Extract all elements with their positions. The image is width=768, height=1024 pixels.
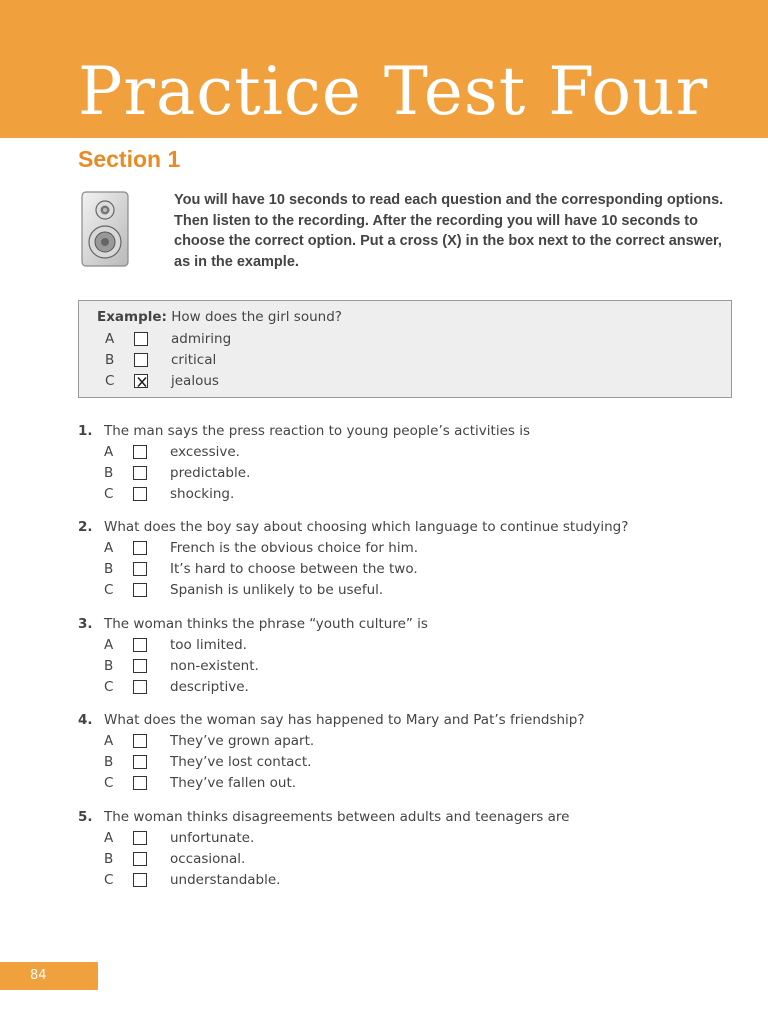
checkbox-icon[interactable] [134,353,148,367]
checkbox-icon[interactable] [133,659,147,673]
question-text: The woman thinks disagreements between adults and teenagers are [104,809,570,825]
question-text: The man says the press reaction to young people’s activities is [104,423,531,439]
checkbox-icon[interactable] [133,734,147,748]
option-text: non-existent. [170,658,259,674]
option-text: too limited. [170,637,247,653]
option-text: critical [171,352,217,368]
option-letter: A [104,830,114,846]
option-letter: A [104,444,114,460]
checkbox-icon[interactable] [133,583,147,597]
option-text: unfortunate. [170,830,255,846]
option-letter: B [104,754,114,770]
checkbox-icon[interactable] [133,852,147,866]
question-3 [78,616,738,706]
checkbox-icon[interactable] [133,873,147,887]
checkbox-icon[interactable] [133,541,147,555]
question-text: What does the woman say has happened to Mary and Pat’s friendship? [104,712,585,728]
option-letter: C [104,679,114,695]
question-number: 2. [78,519,93,535]
section-title: Section 1 [78,146,181,172]
page-header [0,0,768,138]
question-number: 4. [78,712,93,728]
option-text: They’ve fallen out. [170,775,297,791]
option-letter: B [104,658,114,674]
option-text: occasional. [170,851,246,867]
checkbox-icon[interactable] [133,466,147,480]
option-text: understandable. [170,872,281,888]
question-number: 3. [78,616,93,632]
option-letter: B [104,561,114,577]
option-letter: A [104,637,114,653]
question-text: What does the boy say about choosing which language to continue studying? [104,519,629,535]
checkbox-icon[interactable] [133,831,147,845]
option-text: They’ve lost contact. [170,754,312,770]
checkbox-icon[interactable] [133,755,147,769]
checkbox-icon[interactable] [133,680,147,694]
checkbox-checked[interactable] [134,374,148,388]
example-question-text: How does the girl sound? [171,309,342,325]
option-text: It’s hard to choose between the two. [170,561,418,577]
example-label: Example: [97,309,167,325]
option-text: excessive. [170,444,240,460]
question-1 [78,423,738,513]
option-letter: C [104,775,114,791]
question-5 [78,809,738,899]
checkbox-icon[interactable] [133,562,147,576]
example-box [78,300,732,398]
question-2 [78,519,738,609]
option-text: descriptive. [170,679,249,695]
option-text: shocking. [170,486,235,502]
page-title: Practice Test Four [78,53,709,130]
option-text: admiring [171,331,232,347]
question-number: 5. [78,809,93,825]
checkbox-icon[interactable] [134,332,148,346]
checkbox-icon[interactable] [133,487,147,501]
option-text: jealous [171,373,219,389]
checkbox-icon[interactable] [133,776,147,790]
option-letter: A [104,733,114,749]
question-4 [78,712,738,802]
option-letter: A [105,331,115,347]
page-number: 84 [30,968,47,983]
question-text: The woman thinks the phrase “youth culture” is [104,616,428,632]
cross-mark-icon [135,375,149,389]
speaker-icon [80,190,130,270]
option-letter: C [105,373,115,389]
option-letter: B [104,465,114,481]
page-number-tab [0,962,98,990]
option-letter: A [104,540,114,556]
option-text: predictable. [170,465,251,481]
option-letter: B [104,851,114,867]
instructions-text: You will have 10 seconds to read each question and the corresponding options. Then listen to the recording. After the recording you will have 10 seconds to choose the correct option. Put a cross (X) in the box next to the correct answer, as in the example. [174,192,724,271]
question-number: 1. [78,423,93,439]
option-text: They’ve grown apart. [170,733,315,749]
example-question [97,309,342,325]
option-letter: C [104,486,114,502]
checkbox-icon[interactable] [133,638,147,652]
option-letter: C [104,872,114,888]
checkbox-icon[interactable] [133,445,147,459]
option-letter: C [104,582,114,598]
option-text: Spanish is unlikely to be useful. [170,582,384,598]
option-letter: B [105,352,115,368]
option-text: French is the obvious choice for him. [170,540,419,556]
